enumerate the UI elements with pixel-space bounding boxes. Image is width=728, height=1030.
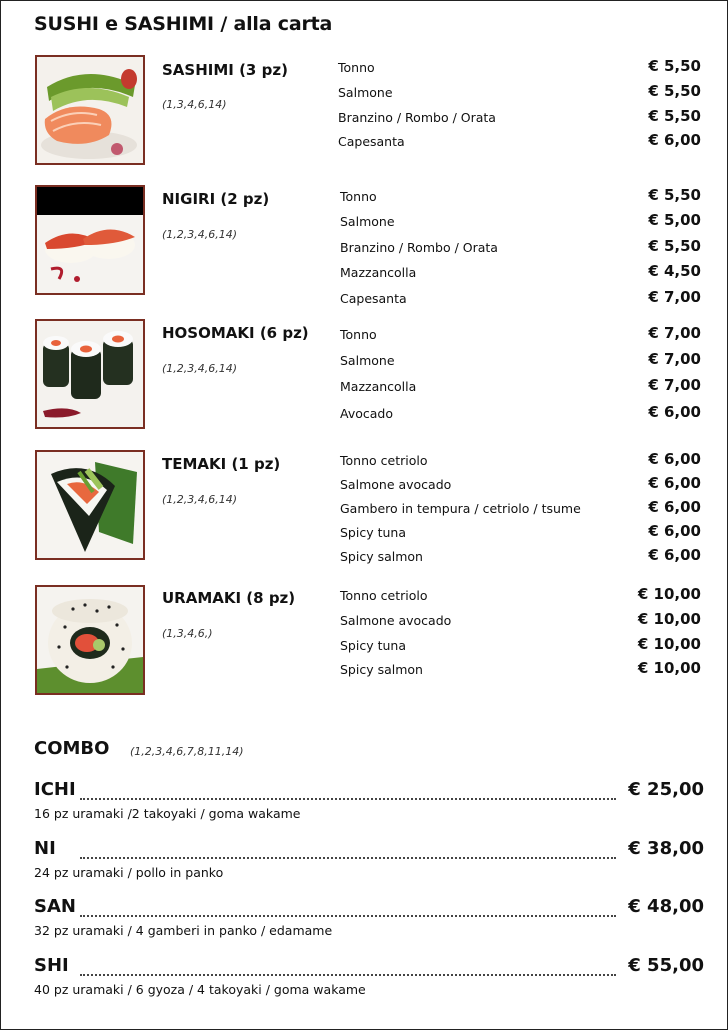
sashimi-image: [37, 57, 143, 163]
menu-item-price: € 7,00: [648, 350, 701, 368]
menu-item-price: € 10,00: [637, 585, 701, 603]
menu-item-price: € 7,00: [648, 324, 701, 342]
hosomaki-photo: [35, 319, 145, 429]
menu-item-price: € 7,00: [648, 376, 701, 394]
menu-item-price: € 5,00: [648, 211, 701, 229]
combo-item-price: € 38,00: [628, 838, 704, 859]
menu-item-price: € 5,50: [648, 82, 701, 100]
section-allergens: (1,2,3,4,6,14): [162, 493, 238, 506]
menu-item-name: Capesanta: [340, 291, 407, 306]
section-allergens: (1,3,4,6,14): [162, 98, 227, 111]
menu-item-name: Capesanta: [338, 134, 405, 149]
page-title: SUSHI e SASHIMI / alla carta: [34, 13, 333, 35]
menu-item-name: Spicy tuna: [340, 638, 406, 653]
section-title: SASHIMI (3 pz): [162, 61, 288, 79]
temaki-image: [37, 452, 143, 558]
menu-item-price: € 10,00: [637, 659, 701, 677]
temaki-photo: [35, 450, 145, 560]
leader-dots: [80, 974, 616, 976]
menu-item-price: € 6,00: [648, 522, 701, 540]
combo-item: [34, 955, 704, 1005]
combo-item-name: SHI: [34, 955, 69, 976]
combo-item: [34, 779, 704, 829]
leader-dots: [80, 915, 616, 917]
section-title: URAMAKI (8 pz): [162, 589, 296, 607]
nigiri-photo: [35, 185, 145, 295]
combo-item: [34, 896, 704, 946]
menu-item-name: Spicy salmon: [340, 549, 423, 564]
section-title: HOSOMAKI (6 pz): [162, 324, 309, 342]
combo-item-name: SAN: [34, 896, 76, 917]
menu-item-name: Salmone: [340, 353, 395, 368]
menu-item-name: Branzino / Rombo / Orata: [338, 110, 496, 125]
menu-item-name: Spicy tuna: [340, 525, 406, 540]
menu-item-name: Tonno: [340, 189, 377, 204]
combo-item-description: 16 pz uramaki /2 takoyaki / goma wakame: [34, 806, 301, 821]
nigiri-image: [37, 187, 143, 293]
menu-item-name: Branzino / Rombo / Orata: [340, 240, 498, 255]
sashimi-photo: [35, 55, 145, 165]
menu-item-price: € 6,00: [648, 498, 701, 516]
uramaki-image: [37, 587, 143, 693]
leader-dots: [80, 857, 616, 859]
menu-item-name: Salmone: [338, 85, 393, 100]
menu-item-name: Salmone avocado: [340, 477, 452, 492]
menu-item-name: Avocado: [340, 406, 393, 421]
combo-allergens: (1,2,3,4,6,7,8,11,14): [130, 745, 244, 758]
combo-item-name: NI: [34, 838, 56, 859]
combo-item-description: 24 pz uramaki / pollo in panko: [34, 865, 224, 880]
menu-item-price: € 6,00: [648, 131, 701, 149]
section-title: NIGIRI (2 pz): [162, 190, 270, 208]
menu-item-price: € 10,00: [637, 610, 701, 628]
menu-item-name: Spicy salmon: [340, 662, 423, 677]
menu-item-price: € 5,50: [648, 107, 701, 125]
menu-item-price: € 7,00: [648, 288, 701, 306]
combo-item: [34, 838, 704, 888]
combo-title: COMBO: [34, 738, 110, 759]
menu-item-name: Gambero in tempura / cetriolo / tsume: [340, 501, 581, 516]
leader-dots: [80, 798, 616, 800]
combo-item-price: € 48,00: [628, 896, 704, 917]
combo-item-description: 40 pz uramaki / 6 gyoza / 4 takoyaki / goma wakame: [34, 982, 366, 997]
uramaki-photo: [35, 585, 145, 695]
menu-item-price: € 6,00: [648, 546, 701, 564]
menu-item-name: Tonno cetriolo: [340, 453, 428, 468]
combo-item-price: € 55,00: [628, 955, 704, 976]
menu-item-price: € 5,50: [648, 237, 701, 255]
section-title: TEMAKI (1 pz): [162, 455, 281, 473]
section-allergens: (1,2,3,4,6,14): [162, 228, 238, 241]
menu-item-price: € 6,00: [648, 403, 701, 421]
menu-item-name: Mazzancolla: [340, 379, 417, 394]
menu-item-name: Salmone avocado: [340, 613, 452, 628]
menu-item-name: Tonno: [340, 327, 377, 342]
section-allergens: (1,3,4,6,): [162, 627, 213, 640]
menu-item-price: € 10,00: [637, 635, 701, 653]
menu-item-name: Mazzancolla: [340, 265, 417, 280]
combo-item-description: 32 pz uramaki / 4 gamberi in panko / edamame: [34, 923, 333, 938]
menu-item-price: € 6,00: [648, 450, 701, 468]
menu-item-price: € 5,50: [648, 186, 701, 204]
menu-item-price: € 5,50: [648, 57, 701, 75]
menu-item-name: Salmone: [340, 214, 395, 229]
menu-item-name: Tonno: [338, 60, 375, 75]
menu-item-price: € 6,00: [648, 474, 701, 492]
menu-item-name: Tonno cetriolo: [340, 588, 428, 603]
menu-item-price: € 4,50: [648, 262, 701, 280]
combo-item-name: ICHI: [34, 779, 76, 800]
combo-item-price: € 25,00: [628, 779, 704, 800]
hosomaki-image: [37, 321, 143, 427]
section-allergens: (1,2,3,4,6,14): [162, 362, 238, 375]
